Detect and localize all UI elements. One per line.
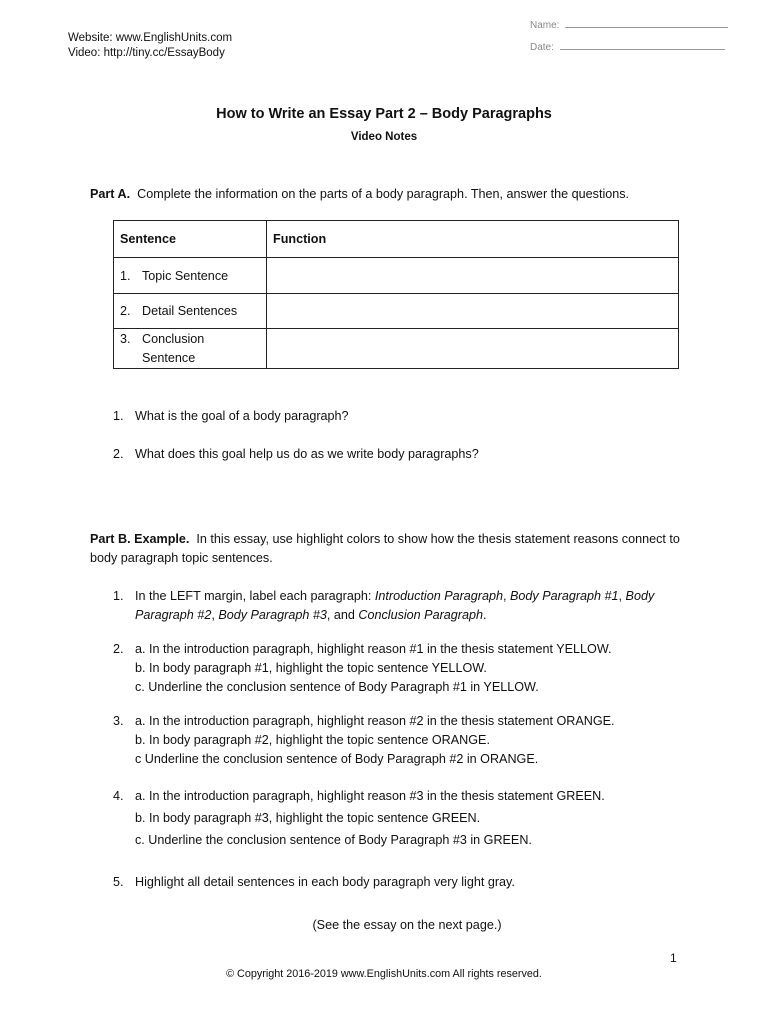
table-header-function: Function — [267, 221, 679, 258]
date-label: Date: — [530, 42, 554, 53]
list-item — [113, 640, 683, 697]
name-line — [565, 18, 728, 28]
item-number: 5. — [113, 875, 124, 889]
row-number: 2. — [120, 304, 131, 318]
label-body-2: Body Paragraph #2 — [135, 589, 655, 622]
next-page-note: (See the essay on the next page.) — [312, 918, 502, 932]
table-header-sentence: Sentence — [114, 221, 267, 258]
item-text-prefix: In the LEFT margin, label each paragraph: — [135, 589, 375, 603]
item-line: a. In the introduction paragraph, highlight reason #2 in the thesis statement ORANGE. — [135, 714, 615, 728]
list-item — [113, 785, 683, 851]
table-cell-function[interactable] — [267, 294, 679, 329]
item-text — [135, 587, 683, 625]
row-label: Detail Sentences — [142, 304, 238, 318]
item-line: c. Underline the conclusion sentence of Body Paragraph #1 in YELLOW. — [135, 680, 539, 694]
sep: , and — [326, 608, 359, 622]
sep: , — [503, 589, 511, 603]
row-number: 1. — [120, 268, 131, 283]
question-number: 2. — [113, 447, 124, 461]
list-item — [113, 712, 683, 769]
part-b-text: In this essay, use highlight colors to show how the thesis statement reasons connect to body paragraph topic sentences. — [90, 532, 680, 565]
question-text: What is the goal of a body paragraph? — [135, 409, 349, 423]
date-line — [560, 40, 725, 50]
item-line: a. In the introduction paragraph, highlight reason #1 in the thesis statement YELLOW. — [135, 642, 612, 656]
part-a-text: Complete the information on the parts of a body paragraph. Then, answer the questions. — [137, 187, 630, 201]
copyright-footer: © Copyright 2016-2019 www.EnglishUnits.com All rights reserved. — [226, 968, 542, 980]
table-cell-function[interactable] — [267, 258, 679, 294]
table-cell-sentence — [114, 294, 267, 329]
list-item — [113, 873, 683, 892]
row-label: Conclusion Sentence — [142, 331, 205, 365]
item-number: 1. — [113, 589, 124, 603]
table-cell-function[interactable] — [267, 329, 679, 369]
row-number: 3. — [120, 331, 131, 346]
name-field[interactable] — [530, 18, 728, 31]
question-item — [113, 445, 683, 464]
website-text: Website: www.EnglishUnits.com — [68, 32, 233, 44]
item-number: 3. — [113, 714, 124, 728]
table-row — [114, 329, 679, 369]
part-b-instructions — [90, 530, 680, 568]
page-number: 1 — [670, 951, 677, 965]
table-cell-sentence — [114, 329, 267, 369]
part-b-label: Part B. Example. — [90, 532, 190, 546]
item-line: a. In the introduction paragraph, highlight reason #3 in the thesis statement GREEN. — [135, 789, 605, 803]
sep: . — [483, 608, 487, 622]
label-conclusion: Conclusion Paragraph — [358, 608, 483, 622]
question-item — [113, 407, 683, 426]
part-a-instructions — [90, 185, 710, 204]
item-text: Highlight all detail sentences in each body paragraph very light gray. — [135, 875, 515, 889]
label-body-1: Body Paragraph #1 — [510, 589, 619, 603]
item-text — [135, 785, 683, 851]
row-label: Topic Sentence — [142, 268, 229, 283]
part-a-label: Part A. — [90, 187, 131, 201]
item-number: 2. — [113, 642, 124, 656]
item-line: b. In body paragraph #2, highlight the topic sentence ORANGE. — [135, 733, 490, 747]
table-row — [114, 294, 679, 329]
item-line: c Underline the conclusion sentence of Body Paragraph #2 in ORANGE. — [135, 752, 539, 766]
table-header-row — [114, 221, 679, 258]
question-text: What does this goal help us do as we write body paragraphs? — [135, 447, 479, 461]
item-number: 4. — [113, 789, 124, 803]
label-intro: Introduction Paragraph — [374, 589, 504, 603]
page-title: How to Write an Essay Part 2 – Body Paragraphs — [216, 106, 552, 122]
video-link-text: Video: http://tiny.cc/EssayBody — [68, 47, 225, 59]
item-line: c. Underline the conclusion sentence of Body Paragraph #3 in GREEN. — [135, 833, 532, 847]
list-item — [113, 587, 683, 625]
sep: , — [211, 608, 219, 622]
item-line: b. In body paragraph #3, highlight the topic sentence GREEN. — [135, 811, 481, 825]
page-subtitle: Video Notes — [350, 131, 418, 143]
name-label: Name: — [530, 20, 560, 31]
body-paragraph-table — [113, 220, 679, 369]
table-row — [114, 258, 679, 294]
question-number: 1. — [113, 409, 124, 423]
item-line: b. In body paragraph #1, highlight the topic sentence YELLOW. — [135, 661, 487, 675]
item-text — [135, 712, 683, 769]
label-body-3: Body Paragraph #3 — [218, 608, 327, 622]
date-field[interactable] — [530, 40, 725, 53]
sep: , — [618, 589, 626, 603]
item-text — [135, 640, 683, 697]
table-cell-sentence — [114, 258, 267, 294]
